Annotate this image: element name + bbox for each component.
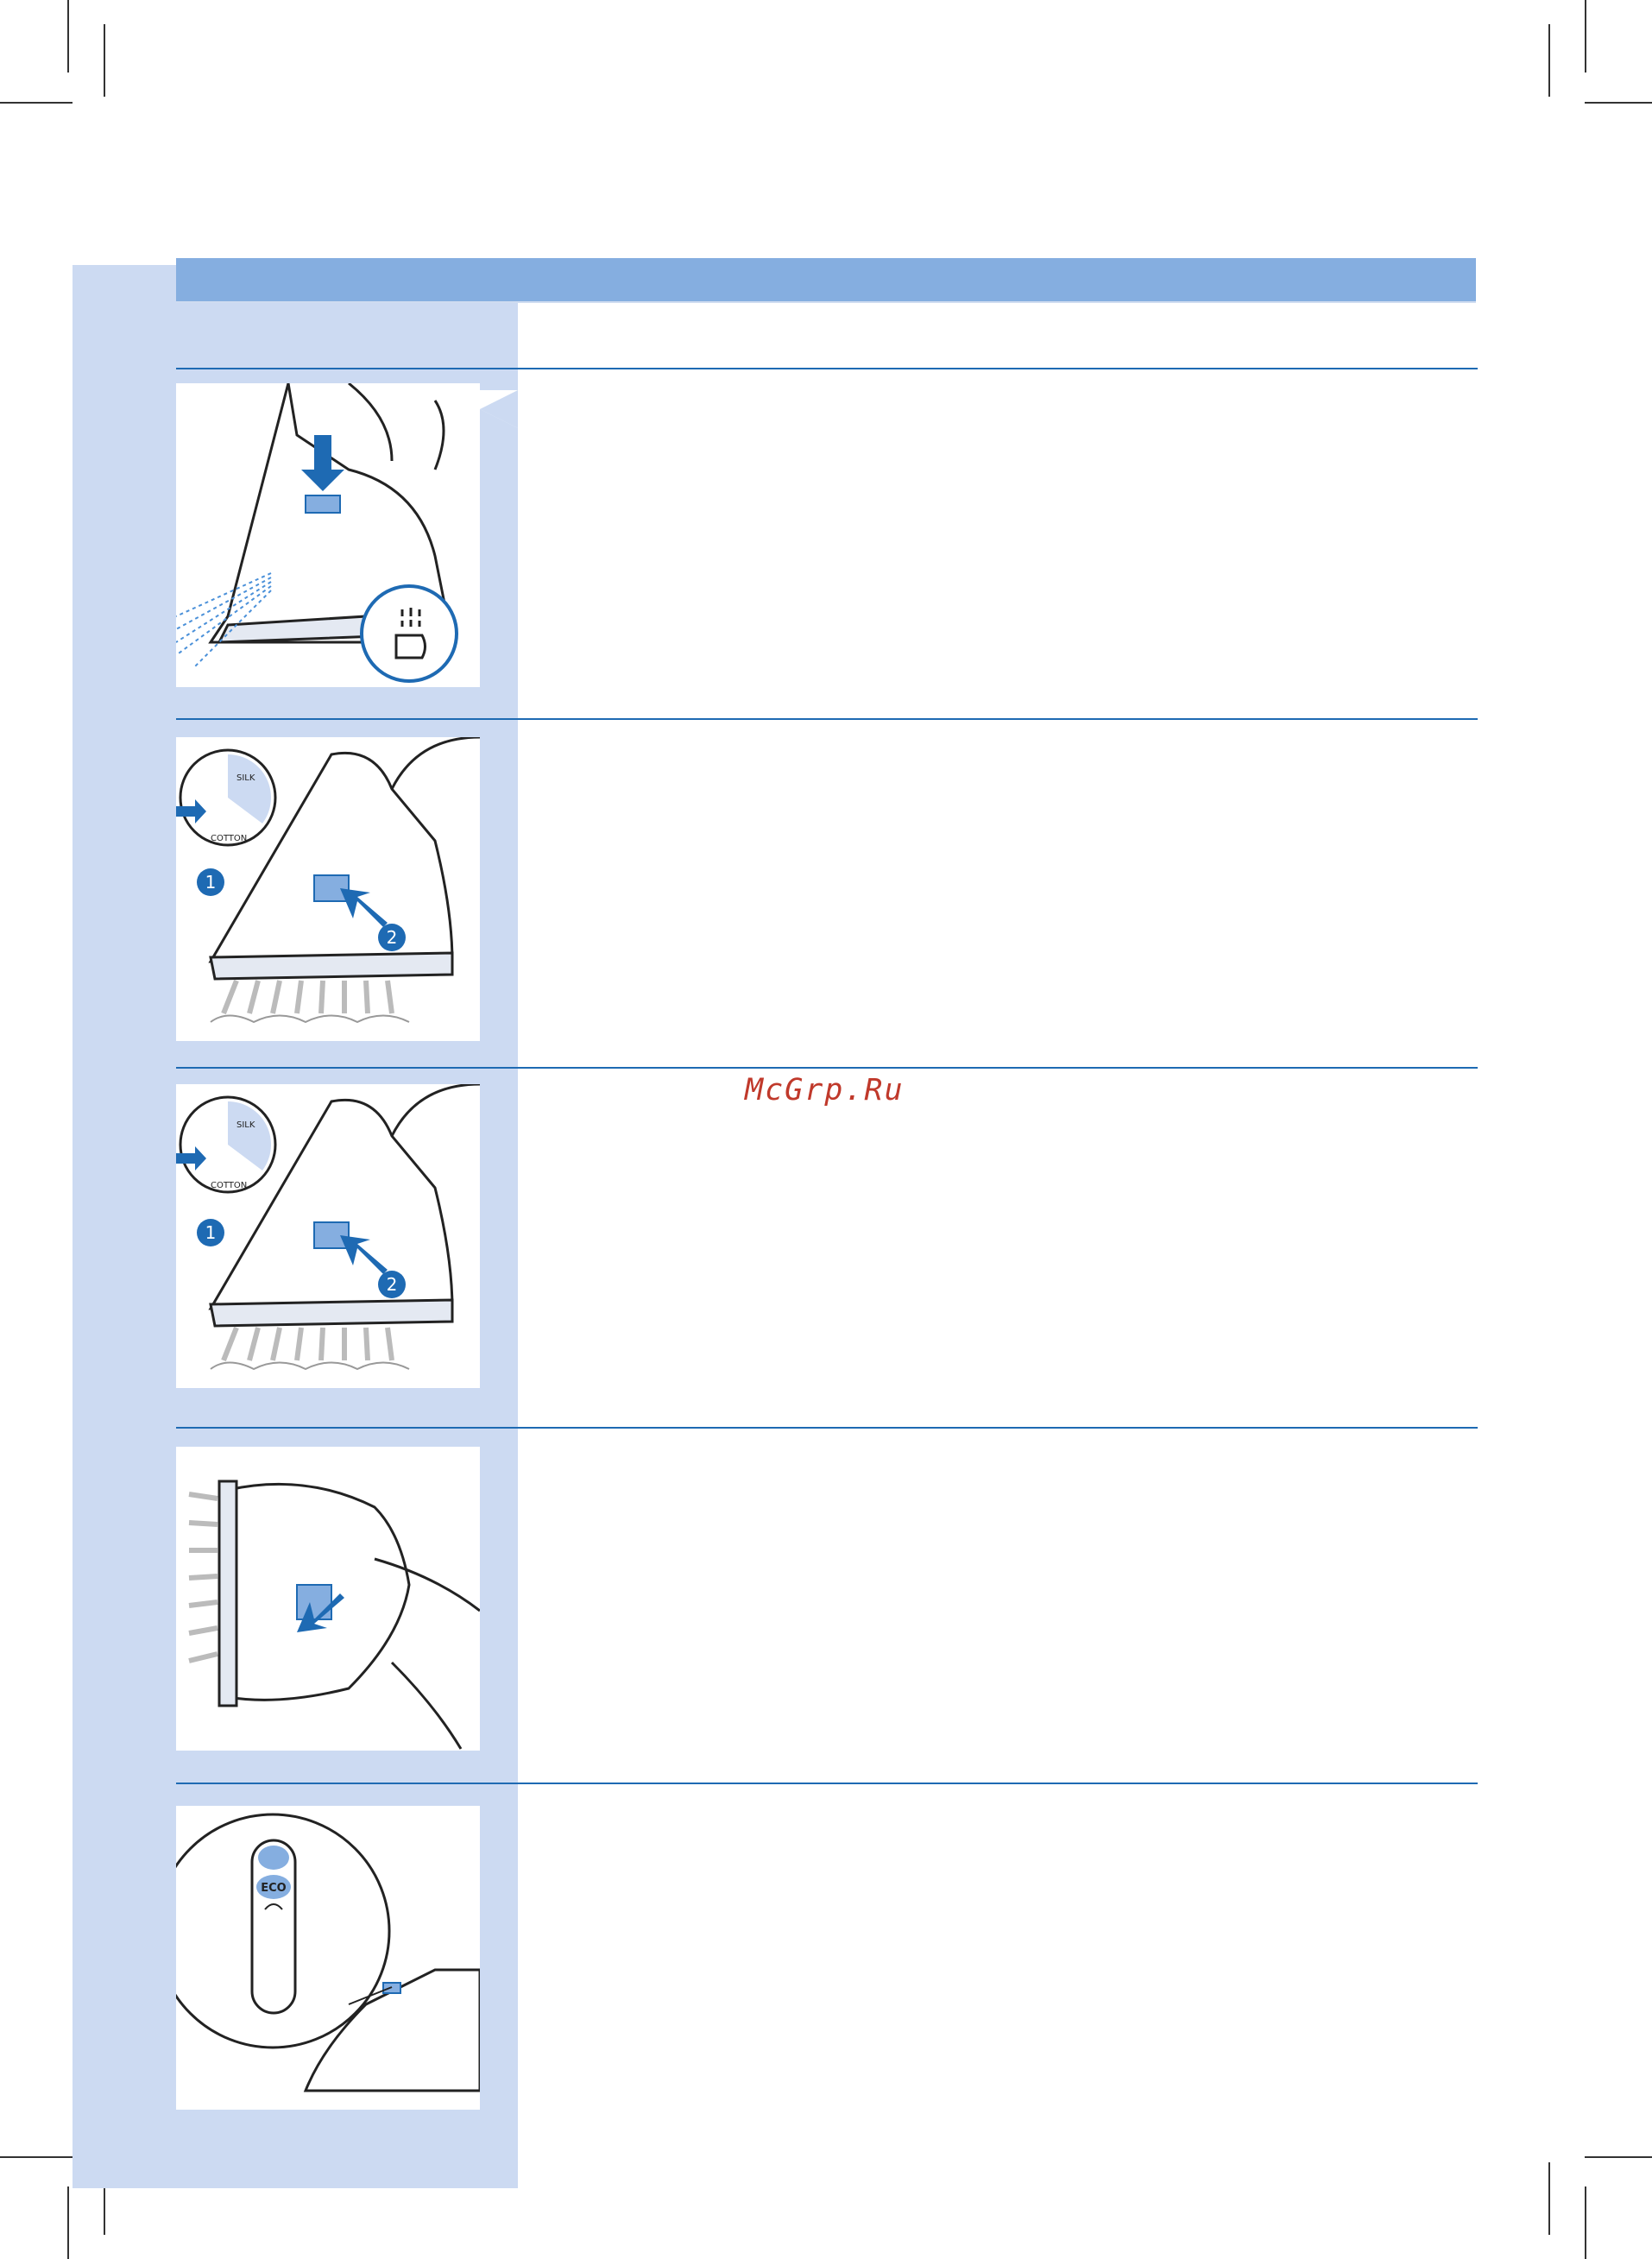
crop-mark [104, 24, 105, 97]
panel-notch [480, 390, 518, 428]
vertical-steam-illustration [176, 1447, 480, 1751]
crop-mark [67, 2186, 69, 2259]
section-divider [176, 718, 1478, 720]
crop-mark [1585, 2156, 1652, 2158]
crop-mark [0, 102, 73, 104]
eco-label: ECO [261, 1882, 287, 1895]
section-divider [176, 368, 1478, 369]
eco-mode-illustration [176, 1806, 480, 2110]
crop-mark [1585, 0, 1586, 73]
panel-notch [480, 744, 518, 782]
panel-notch [480, 1454, 518, 1492]
header-underline [176, 301, 1476, 303]
section-divider [176, 1783, 1478, 1784]
section-divider [176, 1427, 1478, 1429]
watermark: McGrp.Ru [745, 1073, 905, 1107]
callout-1: 1 [205, 1222, 217, 1243]
section-header-bar [176, 258, 1476, 302]
steam-setting-illustration-2 [176, 1084, 480, 1388]
crop-mark [1548, 24, 1550, 97]
dial-label: SILK [236, 773, 255, 783]
panel-notch [480, 1093, 518, 1131]
dial-label: SILK [236, 1120, 255, 1130]
callout-2: 2 [386, 1274, 398, 1295]
crop-mark [0, 2156, 73, 2158]
crop-mark [67, 0, 69, 73]
callout-2: 2 [386, 927, 398, 948]
crop-mark [1548, 2162, 1550, 2235]
steam-setting-illustration [176, 737, 480, 1041]
spray-illustration [176, 383, 480, 687]
panel-notch [480, 1808, 518, 1846]
callout-1: 1 [205, 872, 217, 893]
crop-mark [1585, 102, 1652, 104]
dial-label: COTTON [211, 834, 248, 843]
dial-label: COTTON [211, 1181, 248, 1190]
section-divider [176, 1067, 1478, 1069]
crop-mark [1585, 2186, 1586, 2259]
